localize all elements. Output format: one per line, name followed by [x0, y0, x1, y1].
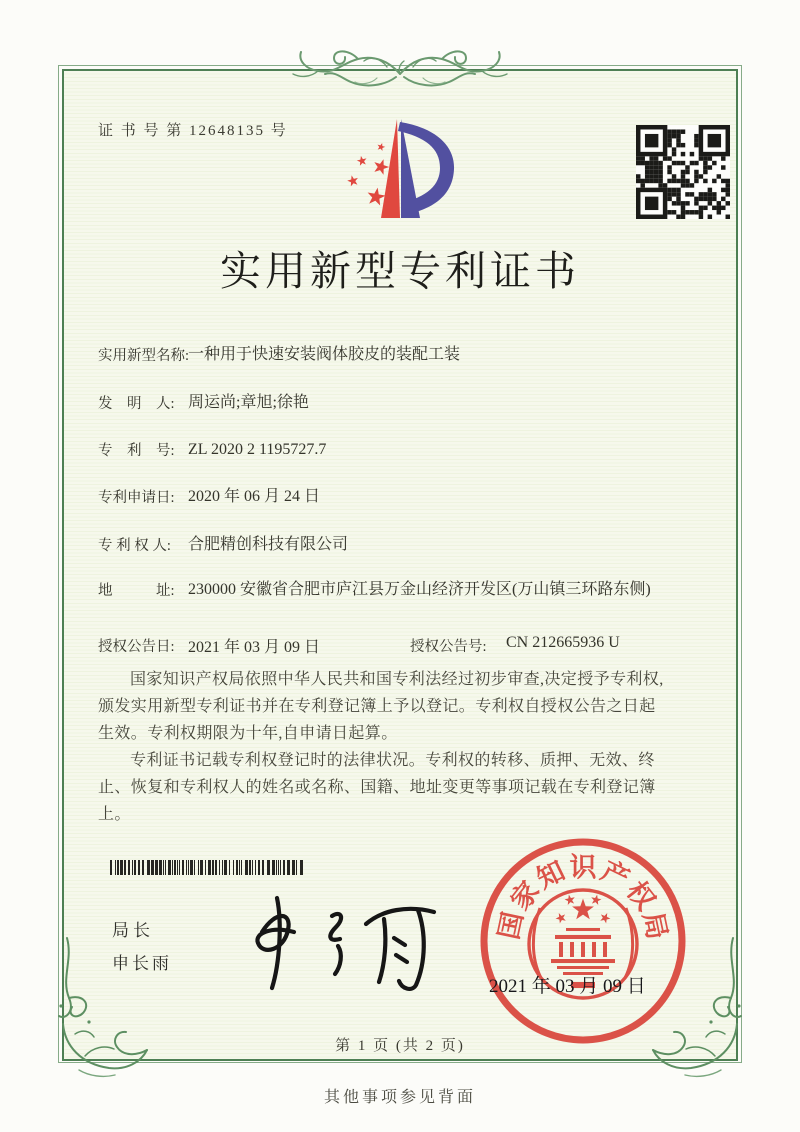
field-label: 实用新型名称:: [98, 348, 190, 364]
svg-text:知: 知: [532, 855, 570, 895]
field-value: 合肥精创科技有限公司: [188, 536, 349, 553]
field-value: 2020 年 06 月 24 日: [188, 488, 321, 505]
field-row-filing-date: [98, 485, 320, 509]
seal-date: 2021 年 03 月 09 日: [489, 976, 646, 997]
legal-paragraph-1: 国家知识产权局依照中华人民共和国专利法经过初步审查,决定授予专利权,颁发实用新型专利证书并在专利登记簿上予以登记。专利权自授权公告之日起生效。专利权期限为十年,自申请日起算。: [98, 671, 664, 742]
certificate-number: 证 书 号 第 12648135 号: [98, 123, 288, 139]
legal-text-block: [98, 666, 664, 828]
svg-text:家: 家: [504, 875, 546, 916]
field-value: 周运尚;章旭;徐艳: [188, 394, 309, 411]
cnipa-logo-icon: [340, 116, 468, 234]
svg-text:识: 识: [569, 852, 597, 883]
director-title: 局长: [112, 921, 154, 940]
legal-paragraph-2: 专利证书记载专利权登记时的法律状况。专利权的转移、质押、无效、终止、恢复和专利权人的姓名或名称、国籍、地址变更等事项记载在专利登记簿上。: [98, 752, 656, 823]
field-label: 专 利 号:: [98, 443, 175, 459]
field-value: 230000 安徽省合肥市庐江县万金山经济开发区(万山镇三环路东侧): [188, 581, 651, 598]
back-side-note: 其他事项参见背面: [323, 1089, 476, 1106]
field-row-patentee: [98, 533, 348, 557]
field-row-invention-name: [98, 343, 460, 367]
bottom-left-flourish-icon: [55, 936, 151, 1082]
field-value: 一种用于快速安装阀体胶皮的装配工装: [188, 346, 461, 363]
field-label: 专利申请日:: [98, 490, 175, 506]
barcode-icon: [110, 860, 308, 875]
grant-row: [98, 634, 620, 657]
director-signature-icon: [232, 892, 450, 994]
grant-number-value: CN 212665936 U: [506, 634, 620, 651]
field-row-inventors: [98, 391, 309, 415]
field-label: 专 利 权 人:: [98, 538, 171, 554]
svg-text:国: 国: [493, 909, 529, 943]
bottom-right-flourish-icon: [649, 936, 745, 1082]
qr-code-icon: [636, 125, 730, 219]
certificate-title: 实用新型专利证书: [220, 248, 580, 294]
field-label: 发 明 人:: [98, 396, 175, 412]
field-value: ZL 2020 2 1195727.7: [188, 441, 327, 458]
page-number-info: 第 1 页 (共 2 页): [335, 1038, 465, 1054]
svg-text:局: 局: [637, 909, 673, 943]
svg-text:权: 权: [620, 875, 662, 916]
grant-date-value: 2021 年 03 月 09 日: [188, 639, 321, 656]
director-name: 申长雨: [112, 954, 172, 973]
grant-date-label: 授权公告日:: [98, 639, 175, 655]
field-row-address: [98, 578, 670, 602]
field-row-patent-number: [98, 438, 326, 462]
grant-number-label: 授权公告号:: [410, 639, 487, 655]
field-label: 地 址:: [98, 583, 175, 599]
top-center-flourish-icon: [283, 44, 517, 102]
svg-text:产: 产: [596, 855, 634, 895]
